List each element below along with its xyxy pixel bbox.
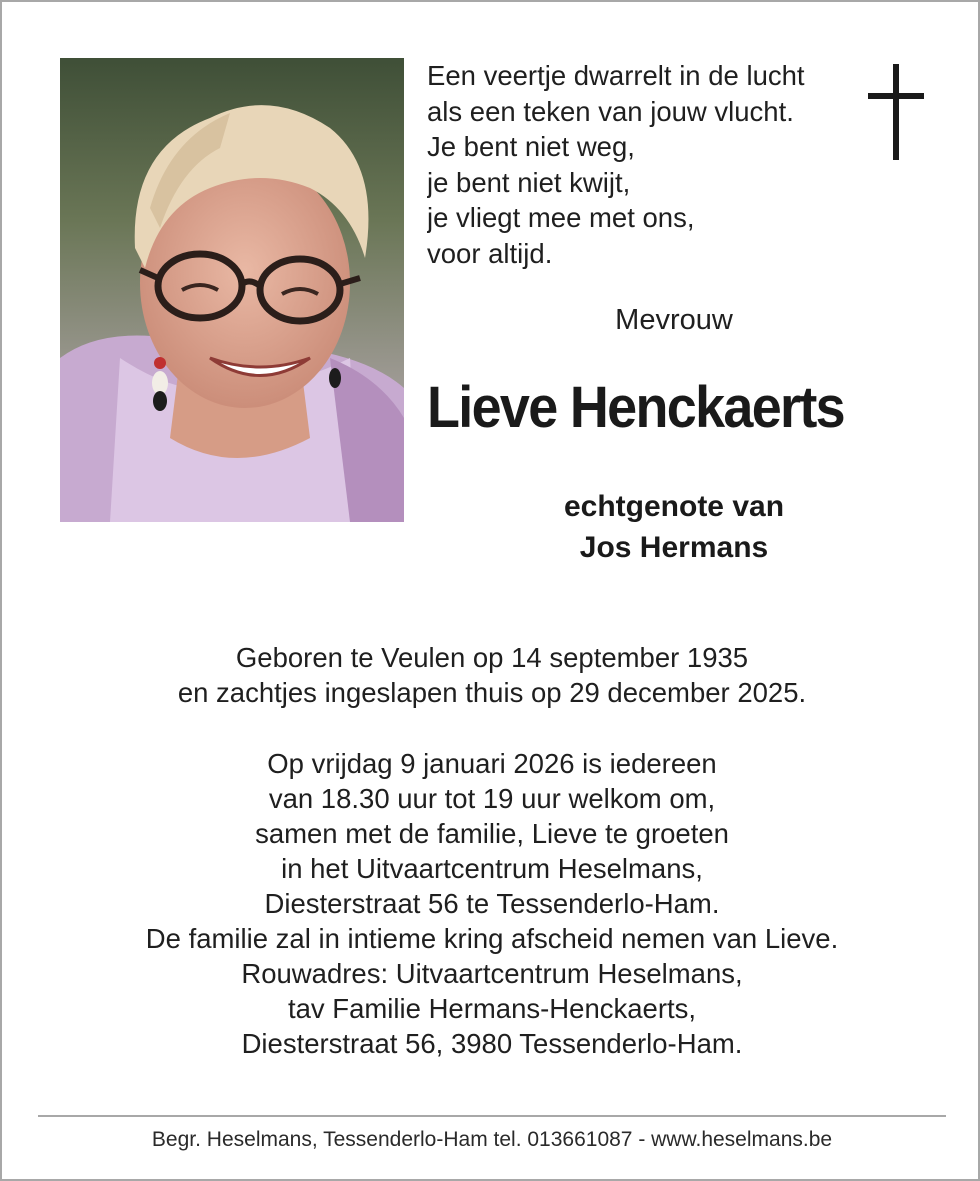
birth-line: Geboren te Veulen op 14 september 1935: [235, 642, 749, 673]
cross-icon: [868, 64, 924, 160]
details-line: samen met de familie, Lieve te groeten: [255, 818, 729, 849]
poem-line: je bent niet kwijt,: [427, 166, 631, 198]
birth-line: en zachtjes ingeslapen thuis op 29 december 2025.: [177, 677, 807, 708]
birth-info: [42, 640, 942, 710]
details-line: Rouwadres: Uitvaartcentrum Heselmans,: [241, 958, 743, 989]
spouse-info: [427, 486, 921, 568]
details-line: in het Uitvaartcentrum Heselmans,: [281, 853, 703, 884]
portrait-illustration: [60, 58, 404, 522]
poem: [427, 58, 847, 271]
honorific: Mevrouw: [615, 304, 733, 336]
poem-line: als een teken van jouw vlucht.: [427, 95, 794, 127]
poem-line: je vliegt mee met ons,: [427, 202, 695, 233]
poem-line: voor altijd.: [427, 237, 553, 269]
details-line: Diesterstraat 56, 3980 Tessenderlo-Ham.: [241, 1028, 743, 1059]
poem-line: Een veertje dwarrelt in de lucht: [427, 60, 805, 91]
details-line: tav Familie Hermans-Henckaerts,: [287, 993, 697, 1024]
details-line: De familie zal in intieme kring afscheid nemen van Lieve.: [145, 923, 839, 954]
footer-credit: Begr. Heselmans, Tessenderlo-Ham tel. 013661087 - www.heselmans.be: [151, 1128, 833, 1151]
footer-divider: [38, 1115, 946, 1117]
details-line: van 18.30 uur tot 19 uur welkom om,: [268, 783, 716, 814]
spouse-label: echtgenote van: [563, 490, 785, 523]
details-line: Diesterstraat 56 te Tessenderlo-Ham.: [264, 888, 720, 919]
details-line: Op vrijdag 9 januari 2026 is iedereen: [267, 748, 717, 779]
deceased-name: Lieve Henckaerts: [427, 375, 844, 440]
poem-line: Je bent niet weg,: [427, 131, 635, 162]
funeral-details: [42, 746, 942, 1061]
portrait-photo: [60, 58, 404, 522]
spouse-name: Jos Hermans: [579, 531, 769, 564]
